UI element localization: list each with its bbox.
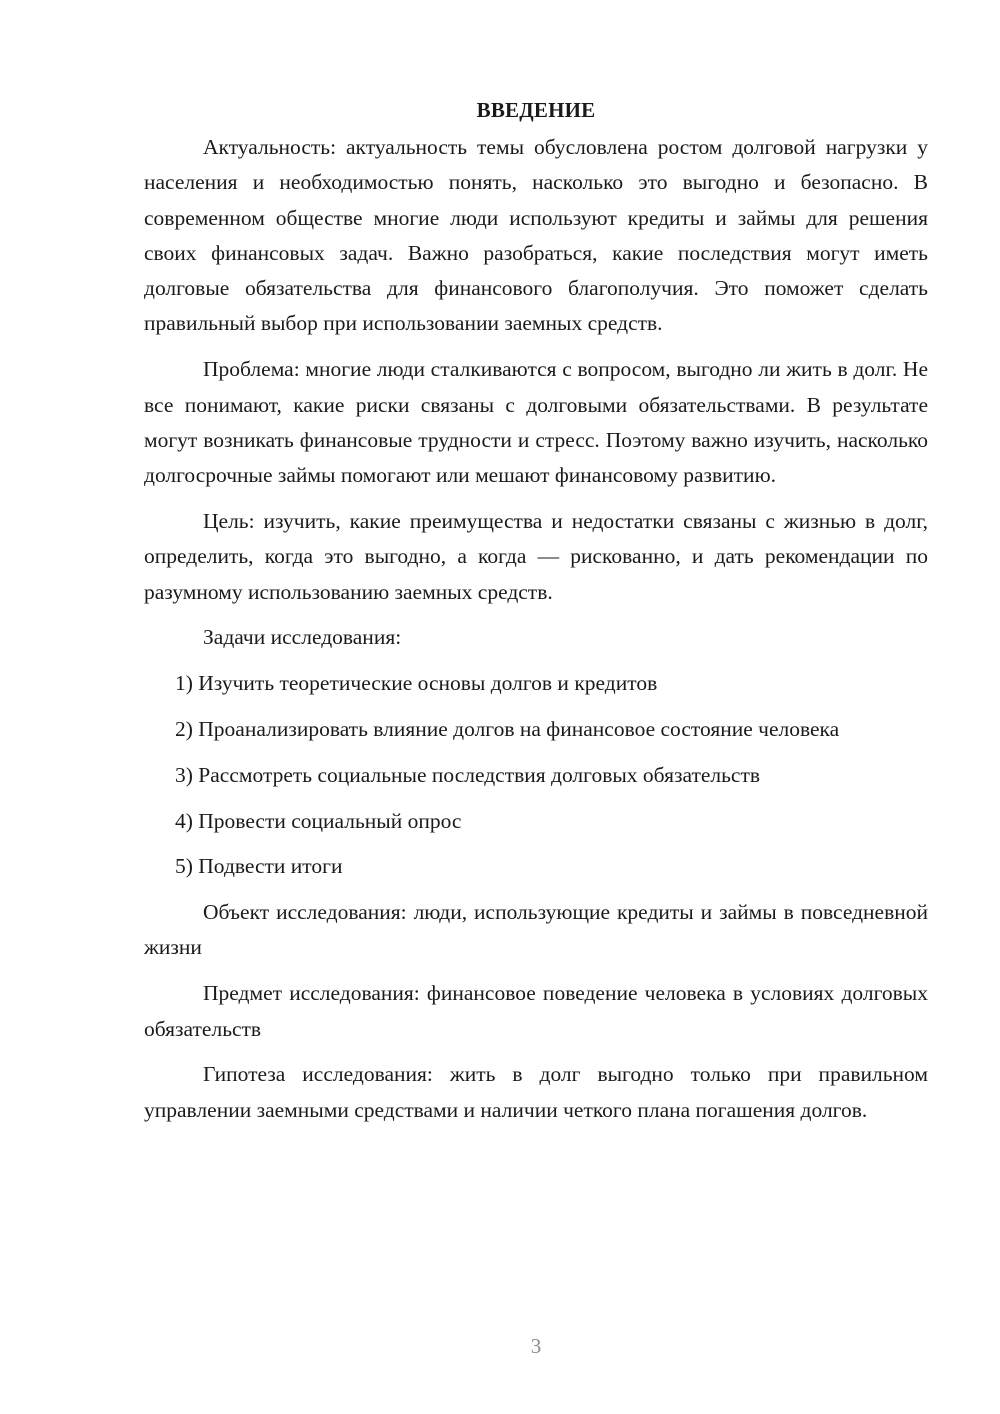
page-number: 3 xyxy=(530,1334,542,1358)
task-item-5: 5) Подвести итоги xyxy=(175,854,343,879)
paragraph-subject: Предмет исследования: финансовое поведение человека в условиях долговых обязательств xyxy=(144,981,928,1041)
document-page xyxy=(144,92,928,1138)
paragraph-problem: Проблема: многие люди сталкиваются с вопросом, выгодно ли жить в долг. Не все понимают, какие риски связаны с долговыми обязательствами. В результате могут возникать финансовые трудности и стресс. Поэтому важно изучить, насколько долгосрочные займы помогают или мешают финансовому развитию. xyxy=(144,357,928,488)
task-item-4: 4) Провести социальный опрос xyxy=(175,808,462,833)
task-item-2: 2) Проанализировать влияние долгов на финансовое состояние человека xyxy=(175,716,840,741)
task-item-1: 1) Изучить теоретические основы долгов и кредитов xyxy=(175,671,658,696)
paragraph-relevance: Актуальность: актуальность темы обусловлена ростом долговой нагрузки у населения и необходимостью понять, насколько это выгодно и безопасно. В современном обществе многие люди используют кредиты и займы для решения своих финансовых задач. Важно разобраться, какие последствия могут иметь долговые обязательства для финансового благополучия. Это поможет сделать правильный выбор при использовании заемных средств. xyxy=(144,135,928,336)
tasks-title: Задачи исследования: xyxy=(203,625,402,650)
section-heading: ВВЕДЕНИЕ xyxy=(476,98,596,122)
paragraph-object: Объект исследования: люди, использующие кредиты и займы в повседневной жизни xyxy=(144,900,928,960)
task-item-3: 3) Рассмотреть социальные последствия долговых обязательств xyxy=(175,762,761,787)
paragraph-goal: Цель: изучить, какие преимущества и недостатки связаны с жизнью в долг, определить, когда это выгодно, а когда — рискованно, и дать рекомендации по разумному использованию заемных средств. xyxy=(144,508,928,604)
paragraph-hypothesis: Гипотеза исследования: жить в долг выгодно только при правильном управлении заемными средствами и наличии четкого плана погашения долгов. xyxy=(144,1062,928,1122)
